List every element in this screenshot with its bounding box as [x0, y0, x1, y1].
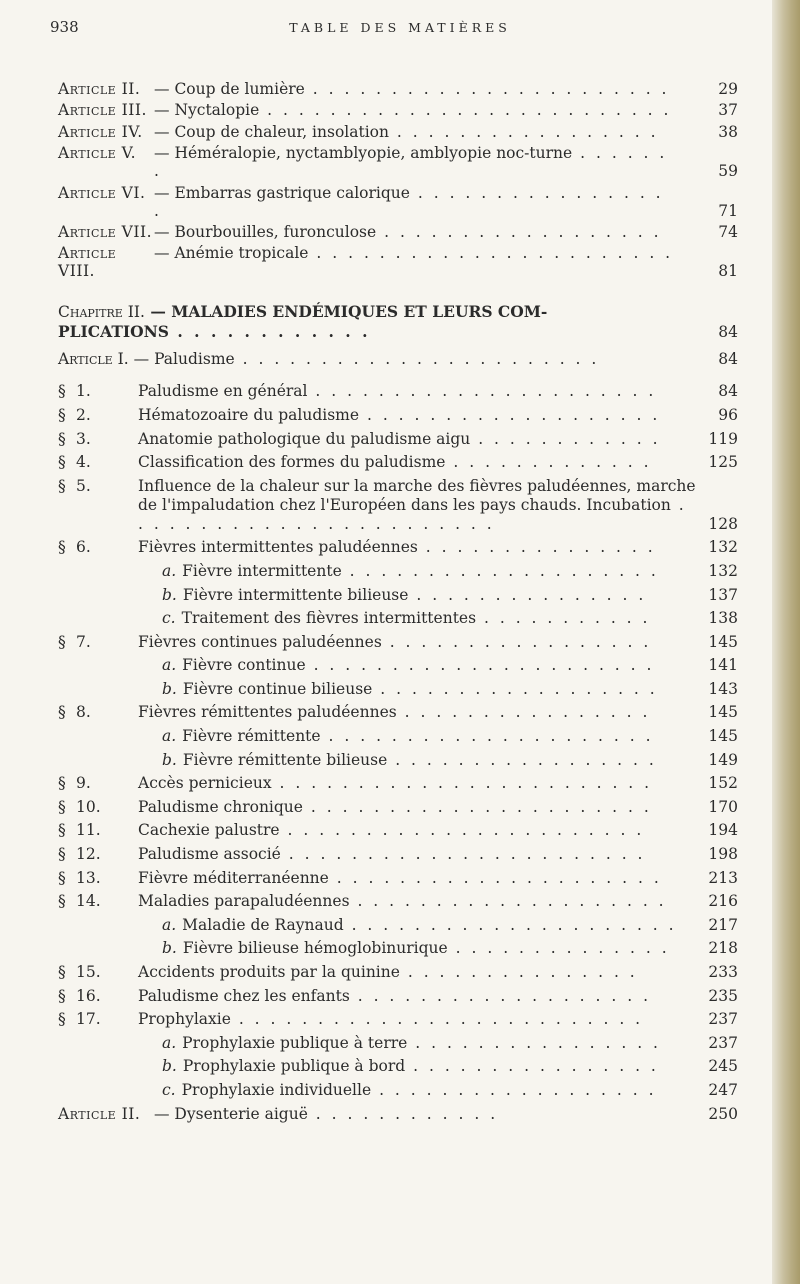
- subsection-letter: b.: [162, 585, 177, 604]
- subsection-title: Fièvre intermittente bilieuse: [182, 585, 409, 604]
- article-label: [58, 101, 154, 119]
- section-number: 10.: [76, 797, 101, 816]
- page-number-ref: 152: [708, 774, 738, 793]
- page-number-ref: 137: [708, 585, 738, 604]
- section-title-wrap: [138, 798, 698, 817]
- leader-dots: . . . . . . . . . . . . . . . . . . . . . . . .: [271, 774, 653, 793]
- section-title: Cachexie palustre: [138, 821, 280, 840]
- page-number-ref: 216: [708, 892, 738, 911]
- leader-dots: . . . . . . . . . . . . . . . . . . .: [359, 405, 661, 424]
- subsection-title: Prophylaxie individuelle: [181, 1080, 372, 1099]
- toc-entry-subsection[interactable]: [58, 562, 738, 581]
- toc-entry-subsection[interactable]: [58, 680, 738, 699]
- leader-dots: . . . . . . . . . . . . . . . . . . . . . . .: [234, 350, 600, 369]
- leader-dots: . . . . . . . . . . . .: [470, 429, 661, 448]
- article-label: [58, 123, 154, 141]
- article-label: [58, 1105, 154, 1123]
- entry-title: Héméralopie, nyctamblyopie, amblyopie noc-turne: [174, 144, 573, 163]
- toc-entry-article[interactable]: [58, 80, 738, 98]
- leader-dots: . . . . . . . . . . . . . . . . . . . .: [341, 561, 659, 580]
- toc-entry-section[interactable]: [58, 963, 738, 982]
- chapter-title: — MALADIES ENDÉMIQUES ET LEURS COM-PLICATIONS: [58, 302, 548, 342]
- section-title-wrap: [138, 892, 698, 911]
- leader-dots: . . . . . . . . . . . . . . . .: [407, 1033, 661, 1052]
- section-sign: §: [58, 453, 66, 472]
- page-number-ref: 143: [708, 679, 738, 698]
- subsection-letter: c.: [162, 609, 176, 628]
- section-title: Classification des formes du paludisme: [138, 453, 446, 472]
- subsection-letter: a.: [162, 561, 177, 580]
- subsection-letter: a.: [162, 1033, 177, 1052]
- section-number: 2.: [76, 405, 91, 424]
- section-number: 3.: [76, 429, 91, 448]
- subsection-title: Fièvre continue bilieuse: [182, 679, 373, 698]
- leader-dots: . . . . . . .: [154, 144, 668, 181]
- table-of-contents: [58, 80, 738, 1126]
- leader-dots: . . . . . . . . . . . . . . . . . . . . . . . .: [138, 495, 687, 533]
- article-word: Article: [58, 244, 117, 263]
- toc-entry-section[interactable]: [58, 633, 738, 652]
- leader-dots: . . . . . . . . . . . . .: [445, 453, 652, 472]
- section-title-wrap: [138, 382, 698, 401]
- article-label: [58, 244, 154, 280]
- section-sign: §: [58, 632, 66, 651]
- leader-dots: . . . . . . . . . . . . . . .: [417, 538, 656, 557]
- section-number: 8.: [76, 703, 91, 722]
- section-number: 15.: [76, 963, 101, 981]
- article-label: [58, 184, 154, 202]
- toc-entry-article[interactable]: [58, 223, 738, 241]
- leader-dots: . . . . . . . . . . . . . . . . . . . . . .: [305, 656, 655, 675]
- leader-dots: . . . . . . . . . . . . . . .: [399, 963, 638, 981]
- page-number-ref: 29: [718, 80, 738, 98]
- page-number-ref: 84: [718, 323, 738, 342]
- section-title-wrap: [138, 1010, 698, 1029]
- entry-title: Anémie tropicale: [174, 244, 309, 263]
- article-word: Article: [58, 222, 117, 241]
- section-sign: §: [58, 476, 66, 495]
- leader-dots: . . . . . . . . . . . . . . . . . . . . . . .: [279, 821, 645, 840]
- section-number: 4.: [76, 453, 91, 472]
- toc-entry-section[interactable]: [58, 987, 738, 1006]
- page-number-ref: 128: [708, 514, 738, 533]
- section-title: Paludisme chez les enfants: [138, 986, 350, 1005]
- toc-entry-section[interactable]: [58, 703, 738, 722]
- leader-dots: . . . . . . . . . . . . . . . . .: [389, 122, 659, 141]
- toc-entry-subsection[interactable]: [58, 609, 738, 628]
- article-label: Article I.: [58, 350, 129, 369]
- toc-entry-subsection[interactable]: [58, 939, 738, 958]
- chapter-label: Chapitre II.: [58, 303, 145, 322]
- section-sign: §: [58, 892, 66, 911]
- entry-title: Bourbouilles, furonculose: [174, 222, 377, 241]
- section-sign: §: [58, 1010, 66, 1029]
- section-title: Anatomie pathologique du paludisme aigu: [138, 429, 471, 448]
- page-number-ref: 247: [708, 1080, 738, 1099]
- page-header: [50, 18, 750, 42]
- section-sign: §: [58, 405, 66, 424]
- article-number: IV.: [121, 122, 143, 141]
- section-title: Fièvres continues paludéennes: [138, 632, 382, 651]
- section-title-wrap: [138, 869, 698, 888]
- section-title: Fièvres rémittentes paludéennes: [138, 703, 397, 722]
- leader-dots: . . . . . . . . . . . . . . . . . . . . .: [320, 727, 654, 746]
- entry-title: Coup de chaleur, insolation: [174, 122, 389, 141]
- page-number-ref: 125: [708, 453, 738, 472]
- subsection-letter: b.: [162, 750, 177, 769]
- leader-dots: . . . . . . . . . . . .: [307, 1104, 499, 1123]
- subsection-title: Fièvre rémittente: [182, 727, 321, 746]
- page-number-ref: 250: [708, 1104, 738, 1123]
- section-title: Fièvre méditerranéenne: [138, 868, 329, 887]
- section-title: Accès pernicieux: [138, 774, 272, 793]
- entry-title-wrap: — Coup de chaleur, insolation . . . . . . . . . . . . . . . . .: [154, 122, 659, 141]
- section-title-wrap: [138, 453, 698, 472]
- leader-dots: . . . . . . . . . . . . . . . . . . . . . . . . . .: [230, 1010, 644, 1029]
- toc-entry-article[interactable]: [58, 1105, 738, 1123]
- toc-entry-article[interactable]: [58, 144, 738, 180]
- page-number-ref: 213: [708, 868, 738, 887]
- page-number-ref: 145: [708, 727, 738, 746]
- page-number: 938: [50, 18, 79, 36]
- page-number-ref: 194: [708, 821, 738, 840]
- subsection-title: Fièvre bilieuse hémoglobinurique: [182, 939, 448, 958]
- article-word: Article: [58, 101, 117, 120]
- section-sign: §: [58, 868, 66, 887]
- section-title-wrap: [138, 963, 698, 982]
- page-number-ref: 217: [708, 915, 738, 934]
- article-number: II.: [121, 80, 141, 98]
- section-title: Fièvres intermittentes paludéennes: [138, 538, 418, 557]
- section-title: Paludisme en général: [138, 382, 308, 401]
- entry-title-wrap: — Bourbouilles, furonculose . . . . . . . . . . . . . . . . . .: [154, 222, 662, 241]
- page-number-ref: 235: [708, 986, 738, 1005]
- toc-entry-subsection[interactable]: [58, 916, 738, 935]
- toc-entry-section[interactable]: [58, 845, 738, 864]
- subsection-letter: b.: [162, 939, 177, 958]
- section-sign: §: [58, 845, 66, 864]
- toc-entry-section[interactable]: [58, 382, 738, 401]
- section-sign: §: [58, 797, 66, 816]
- subsection-letter: a.: [162, 727, 177, 746]
- entry-title: Embarras gastrique calorique: [174, 183, 410, 202]
- toc-entry-section[interactable]: [58, 892, 738, 911]
- toc-entry-section[interactable]: [58, 538, 738, 557]
- section-title-wrap: [138, 703, 698, 722]
- entry-title: Coup de lumière: [174, 80, 305, 98]
- article-number: VIII.: [58, 262, 95, 281]
- entry-title-wrap: — Embarras gastrique calorique . . . . . . . . . . . . . . . . .: [154, 183, 664, 220]
- subsection-letter: a.: [162, 915, 177, 934]
- subsection-title: Prophylaxie publique à bord: [182, 1057, 406, 1076]
- page-number-ref: 149: [708, 750, 738, 769]
- article-number: III.: [121, 101, 147, 120]
- toc-entry-article[interactable]: [58, 244, 738, 280]
- leader-dots: . . . . . . . . . . . . . . . . .: [381, 632, 652, 651]
- section-title: Maladies parapaludéennes: [138, 892, 350, 911]
- leader-dots: . . . . . . . . . . . . . . . . . . .: [349, 986, 652, 1005]
- page-number-ref: 84: [718, 382, 738, 401]
- page-number-ref: 145: [708, 632, 738, 651]
- page-number-ref: 96: [718, 405, 738, 424]
- page-number-ref: 71: [718, 201, 738, 220]
- entry-title-wrap: — Héméralopie, nyctamblyopie, amblyopie noc-turne . . . . . . .: [154, 144, 668, 181]
- leader-dots: . . . . . . . . . . . . . . . . . . . .: [349, 892, 667, 911]
- subsection-title: Fièvre rémittente bilieuse: [182, 750, 388, 769]
- section-title-wrap: [138, 538, 698, 557]
- page-number-ref: 218: [708, 939, 738, 958]
- subsection-title: Fièvre continue: [182, 656, 306, 675]
- toc-entry-subsection[interactable]: [58, 656, 738, 675]
- toc-entry-subsection[interactable]: [58, 1034, 738, 1053]
- subsection-title: Maladie de Raynaud: [182, 915, 344, 934]
- leader-dots: . . . . . . . . . . . . . . . . . . . . . . .: [280, 845, 646, 864]
- subsection-title: Traitement des fièvres intermittentes: [181, 609, 477, 628]
- page-number-ref: 245: [708, 1057, 738, 1076]
- section-number: 9.: [76, 774, 91, 793]
- entry-title-wrap: — Nyctalopie . . . . . . . . . . . . . . . . . . . . . . . . . .: [154, 101, 672, 120]
- article-number: II.: [121, 1104, 141, 1123]
- toc-entry-subsection[interactable]: [58, 1057, 738, 1076]
- page-number-ref: 198: [708, 845, 738, 864]
- section-title-wrap: [138, 633, 698, 652]
- section-sign: §: [58, 382, 66, 401]
- leader-dots: . . . . . . . . . . . . . . . . .: [387, 750, 657, 769]
- leader-dots: . . . . . . . . . . . . . .: [447, 939, 670, 958]
- section-number: 7.: [76, 632, 91, 651]
- subsection-letter: a.: [162, 656, 177, 675]
- toc-entry-section[interactable]: [58, 821, 738, 840]
- section-title-wrap: [138, 987, 698, 1006]
- article-number: V.: [121, 144, 137, 163]
- entry-title-wrap: [154, 1105, 674, 1123]
- toc-entry-article[interactable]: [58, 101, 738, 119]
- toc-entry-section[interactable]: [58, 774, 738, 793]
- section-title-wrap: [138, 845, 698, 864]
- subsection-letter: b.: [162, 679, 177, 698]
- leader-dots: . . . . . . . . . . . . . . . .: [405, 1057, 659, 1076]
- article-number: VI.: [121, 183, 146, 202]
- section-title: Paludisme associé: [138, 845, 281, 864]
- section-number: 17.: [76, 1010, 101, 1029]
- section-title: Hématozoaire du paludisme: [138, 405, 360, 424]
- section-sign: §: [58, 986, 66, 1005]
- leader-dots: . . . . . . . . . . . .: [168, 322, 371, 342]
- entry-title-wrap: — Anémie tropicale . . . . . . . . . . . . . . . . . . . . . . .: [154, 244, 674, 263]
- section-title-wrap: [138, 430, 698, 449]
- page-edge: [772, 0, 800, 1284]
- toc-entry-section[interactable]: [58, 406, 738, 425]
- entry-title-wrap: — Coup de lumière . . . . . . . . . . . . . . . . . . . . . . .: [154, 80, 670, 98]
- page-number-ref: 59: [718, 162, 738, 181]
- section-sign: §: [58, 774, 66, 793]
- section-title: Accidents produits par la quinine: [138, 963, 400, 981]
- section-title-wrap: [138, 821, 698, 840]
- section-title-wrap: [138, 477, 698, 534]
- article-number: VII.: [121, 222, 153, 241]
- section-title-wrap: [138, 774, 698, 793]
- toc-entry-subsection[interactable]: [58, 586, 738, 605]
- page-number-ref: 132: [708, 561, 738, 580]
- article-title: — Paludisme: [133, 350, 235, 369]
- subsection-title: Fièvre intermittente: [182, 561, 342, 580]
- article-word: Article: [58, 144, 117, 163]
- page-number-ref: 141: [708, 656, 738, 675]
- toc-entry-article[interactable]: [58, 184, 738, 220]
- page-number-ref: 145: [708, 703, 738, 722]
- page-number-ref: 81: [718, 262, 738, 281]
- subsection-letter: b.: [162, 1057, 177, 1076]
- page-number-ref: 237: [708, 1033, 738, 1052]
- leader-dots: . . . . . . . . . . . . . . . . . . . . . .: [302, 797, 652, 816]
- toc-entry-article[interactable]: [58, 123, 738, 141]
- section-number: 11.: [76, 821, 101, 840]
- article-label: [58, 80, 154, 98]
- page-number-ref: 170: [708, 797, 738, 816]
- section-number: 14.: [76, 892, 101, 911]
- article-word: Article: [58, 183, 117, 202]
- section-number: 16.: [76, 986, 101, 1005]
- page-number-ref: 37: [718, 101, 738, 120]
- page-number-ref: 132: [708, 538, 738, 557]
- toc-entry-section[interactable]: [58, 477, 738, 534]
- section-sign: §: [58, 538, 66, 557]
- article-label: [58, 223, 154, 241]
- page-number-ref: 74: [718, 222, 738, 241]
- page-number-ref: 38: [718, 122, 738, 141]
- leader-dots: . . . . . . . . . . . . . . . . . . . . . . .: [308, 244, 674, 263]
- article-word: Article: [58, 1104, 117, 1123]
- toc-entry-subsection[interactable]: [58, 727, 738, 746]
- page-number-ref: 138: [708, 609, 738, 628]
- section-sign: §: [58, 703, 66, 722]
- page-number-ref: 237: [708, 1010, 738, 1029]
- subsection-title: Prophylaxie publique à terre: [182, 1033, 408, 1052]
- leader-dots: . . . . . . . . . . . . . . . . . . . . . . . . . .: [259, 101, 672, 120]
- leader-dots: . . . . . . . . . . . . . . . . . . . . . . .: [304, 80, 670, 98]
- entry-title: Nyctalopie: [174, 101, 260, 120]
- leader-dots: . . . . . . . . . . . . . . . . .: [154, 183, 664, 220]
- section-sign: §: [58, 821, 66, 840]
- leader-dots: . . . . . . . . . . .: [476, 609, 651, 628]
- page-number-ref: 119: [708, 429, 738, 448]
- section-number: 1.: [76, 382, 91, 401]
- toc-entry-subsection[interactable]: [58, 1081, 738, 1100]
- section-number: 6.: [76, 538, 91, 557]
- section-title: Prophylaxie: [138, 1010, 231, 1029]
- running-title: TABLE DES MATIÈRES: [289, 20, 511, 35]
- toc-entry-section[interactable]: [58, 1010, 738, 1029]
- chapter-heading[interactable]: [58, 302, 738, 342]
- toc-entry-section[interactable]: [58, 869, 738, 888]
- section-title: Paludisme chronique: [138, 797, 303, 816]
- leader-dots: . . . . . . . . . . . . . . . . . .: [371, 1080, 657, 1099]
- article-heading[interactable]: [58, 350, 738, 368]
- section-sign: §: [58, 963, 66, 981]
- section-sign: §: [58, 429, 66, 448]
- chapter-title-wrap: [58, 302, 618, 342]
- leader-dots: . . . . . . . . . . . . . . . .: [396, 703, 651, 722]
- leader-dots: . . . . . . . . . . . . . . . . . . . . . .: [307, 382, 657, 401]
- toc-entry-section[interactable]: [58, 798, 738, 817]
- toc-entry-subsection[interactable]: [58, 751, 738, 770]
- toc-entry-section[interactable]: [58, 453, 738, 472]
- entry-title: — Dysenterie aiguë: [154, 1104, 308, 1123]
- leader-dots: . . . . . . . . . . . . . . . . . . . . .: [343, 915, 677, 934]
- section-title-wrap: [138, 406, 698, 425]
- leader-dots: . . . . . . . . . . . . . . .: [408, 585, 647, 604]
- article-word: Article: [58, 80, 117, 98]
- page-number-ref: 84: [718, 350, 738, 369]
- leader-dots: . . . . . . . . . . . . . . . . . . . . .: [328, 868, 662, 887]
- article-word: Article: [58, 122, 117, 141]
- subsection-letter: c.: [162, 1080, 176, 1099]
- leader-dots: . . . . . . . . . . . . . . . . . .: [376, 222, 662, 241]
- section-number: 5.: [76, 476, 91, 495]
- article-label: [58, 144, 154, 162]
- page-number-ref: 233: [708, 963, 738, 981]
- section-number: 12.: [76, 845, 101, 864]
- toc-entry-section[interactable]: [58, 430, 738, 449]
- section-title: Influence de la chaleur sur la marche des fièvres paludéennes, marche de l'impaludation chez l'Européen dans les pays chauds. Incubation: [138, 476, 696, 514]
- section-number: 13.: [76, 868, 101, 887]
- leader-dots: . . . . . . . . . . . . . . . . . .: [372, 679, 658, 698]
